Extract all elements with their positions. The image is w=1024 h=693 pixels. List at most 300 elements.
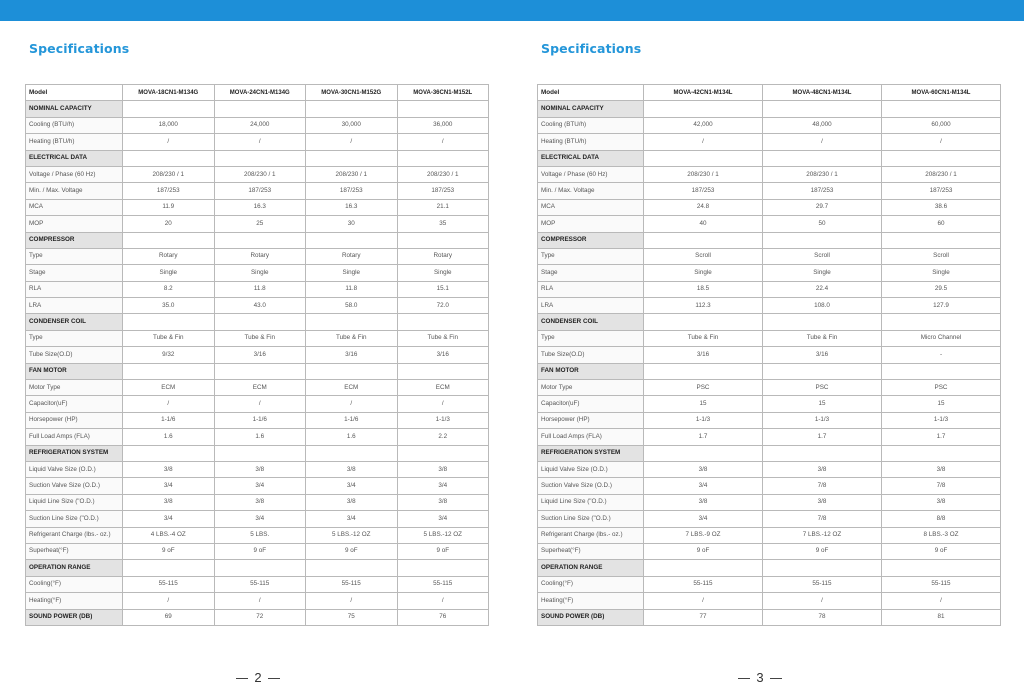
- table-row: [538, 593, 1001, 609]
- cell-value: Single: [882, 265, 1001, 281]
- cell-value: 4 LBS.-4 OZ: [123, 527, 215, 543]
- cell-value: 15.1: [397, 281, 489, 297]
- table-row: [538, 216, 1001, 232]
- empty-cell: [306, 560, 398, 576]
- cell-value: /: [397, 593, 489, 609]
- row-label: Superheat(°F): [538, 543, 644, 559]
- page-number-value: 2: [254, 670, 262, 685]
- table-row: [26, 330, 489, 346]
- row-label: Heating(°F): [26, 593, 123, 609]
- empty-cell: [644, 445, 763, 461]
- cell-value: /: [123, 134, 215, 150]
- empty-cell: [397, 560, 489, 576]
- top-banner: [0, 0, 1024, 21]
- table-row: [538, 511, 1001, 527]
- table-row: [538, 330, 1001, 346]
- table-row: [538, 166, 1001, 182]
- empty-cell: [763, 232, 882, 248]
- table-row: [538, 396, 1001, 412]
- empty-cell: [644, 232, 763, 248]
- row-label: Liquid Valve Size (O.D.): [538, 461, 644, 477]
- empty-cell: [763, 314, 882, 330]
- empty-cell: [882, 101, 1001, 117]
- row-label: RLA: [538, 281, 644, 297]
- row-label: Stage: [538, 265, 644, 281]
- table-row: [538, 380, 1001, 396]
- page-title: Specifications: [541, 41, 642, 56]
- page-right: [512, 21, 1024, 693]
- model-name: MOVA-48CN1-M134L: [763, 85, 882, 101]
- section-label: REFRIGERATION SYSTEM: [538, 445, 644, 461]
- section-row: [538, 150, 1001, 166]
- row-label: SOUND POWER (DB): [26, 609, 123, 625]
- table-row: [26, 396, 489, 412]
- table-row: [26, 265, 489, 281]
- cell-value: /: [644, 134, 763, 150]
- cell-value: 3/8: [644, 494, 763, 510]
- empty-cell: [123, 232, 215, 248]
- row-label: Cooling(°F): [26, 576, 123, 592]
- section-label: NOMINAL CAPACITY: [26, 101, 123, 117]
- row-label: Suction Line Size ("O.D.): [26, 511, 123, 527]
- cell-value: 3/8: [644, 461, 763, 477]
- cell-value: 187/253: [306, 183, 398, 199]
- model-label: Model: [538, 85, 644, 101]
- empty-cell: [763, 150, 882, 166]
- cell-value: 7/8: [882, 478, 1001, 494]
- cell-value: /: [644, 593, 763, 609]
- cell-value: 55-115: [214, 576, 306, 592]
- cell-value: 3/16: [397, 347, 489, 363]
- empty-cell: [123, 560, 215, 576]
- row-label: Min. / Max. Voltage: [26, 183, 123, 199]
- table-row: [26, 117, 489, 133]
- cell-value: Rotary: [123, 248, 215, 264]
- cell-value: 55-115: [306, 576, 398, 592]
- empty-cell: [123, 363, 215, 379]
- section-row: [26, 101, 489, 117]
- cell-value: 3/4: [644, 511, 763, 527]
- cell-value: Rotary: [306, 248, 398, 264]
- cell-value: 1.6: [214, 429, 306, 445]
- empty-cell: [306, 445, 398, 461]
- cell-value: 3/8: [397, 461, 489, 477]
- cell-value: 30: [306, 216, 398, 232]
- row-label: MOP: [26, 216, 123, 232]
- table-row: [538, 347, 1001, 363]
- row-label: Type: [26, 248, 123, 264]
- cell-value: 3/4: [306, 478, 398, 494]
- empty-cell: [644, 150, 763, 166]
- cell-value: 24,000: [214, 117, 306, 133]
- cell-value: ECM: [123, 380, 215, 396]
- table-row: [26, 380, 489, 396]
- row-label: LRA: [26, 298, 123, 314]
- row-label: Suction Valve Size (O.D.): [26, 478, 123, 494]
- table-row: [538, 134, 1001, 150]
- model-name: MOVA-30CN1-M152G: [306, 85, 398, 101]
- cell-value: 3/4: [123, 478, 215, 494]
- cell-value: 55-115: [644, 576, 763, 592]
- cell-value: /: [763, 593, 882, 609]
- row-label: Min. / Max. Voltage: [538, 183, 644, 199]
- cell-value: /: [306, 134, 398, 150]
- cell-value: 3/8: [397, 494, 489, 510]
- cell-value: 1.7: [882, 429, 1001, 445]
- cell-value: 9 oF: [882, 543, 1001, 559]
- section-row: [26, 445, 489, 461]
- page-number-value: 3: [756, 670, 764, 685]
- cell-value: 3/8: [214, 461, 306, 477]
- cell-value: 29.5: [882, 281, 1001, 297]
- row-label: Superheat(°F): [26, 543, 123, 559]
- cell-value: 108.0: [763, 298, 882, 314]
- table-row: [26, 216, 489, 232]
- spec-table: [25, 84, 489, 626]
- cell-value: Tube & Fin: [306, 330, 398, 346]
- cell-value: /: [882, 593, 1001, 609]
- table-row: [26, 576, 489, 592]
- empty-cell: [644, 363, 763, 379]
- section-label: FAN MOTOR: [538, 363, 644, 379]
- cell-value: 1.6: [123, 429, 215, 445]
- cell-value: 29.7: [763, 199, 882, 215]
- empty-cell: [123, 314, 215, 330]
- cell-value: 16.3: [214, 199, 306, 215]
- cell-value: Tube & Fin: [644, 330, 763, 346]
- model-name: MOVA-60CN1-M134L: [882, 85, 1001, 101]
- cell-value: 3/4: [397, 511, 489, 527]
- cell-value: 3/8: [123, 461, 215, 477]
- row-label: Motor Type: [538, 380, 644, 396]
- table-header-row: [538, 85, 1001, 101]
- cell-value: /: [306, 396, 398, 412]
- cell-value: PSC: [763, 380, 882, 396]
- empty-cell: [214, 314, 306, 330]
- empty-cell: [397, 101, 489, 117]
- table-row: [26, 429, 489, 445]
- cell-value: 40: [644, 216, 763, 232]
- cell-value: 42,000: [644, 117, 763, 133]
- empty-cell: [397, 232, 489, 248]
- cell-value: 11.9: [123, 199, 215, 215]
- cell-value: PSC: [644, 380, 763, 396]
- cell-value: 187/253: [214, 183, 306, 199]
- cell-value: 1-1/6: [306, 412, 398, 428]
- row-label: MOP: [538, 216, 644, 232]
- model-name: MOVA-24CN1-M134G: [214, 85, 306, 101]
- cell-value: 7 LBS.-12 OZ: [763, 527, 882, 543]
- cell-value: 72: [214, 609, 306, 625]
- cell-value: /: [214, 396, 306, 412]
- cell-value: /: [123, 593, 215, 609]
- cell-value: 187/253: [123, 183, 215, 199]
- cell-value: Tube & Fin: [123, 330, 215, 346]
- cell-value: 1-1/3: [644, 412, 763, 428]
- empty-cell: [123, 150, 215, 166]
- section-row: [26, 150, 489, 166]
- row-label: SOUND POWER (DB): [538, 609, 644, 625]
- cell-value: 3/4: [306, 511, 398, 527]
- cell-value: 55-115: [882, 576, 1001, 592]
- cell-value: 5 LBS.-12 OZ: [397, 527, 489, 543]
- cell-value: 75: [306, 609, 398, 625]
- row-label: Type: [26, 330, 123, 346]
- table-row: [538, 298, 1001, 314]
- row-label: Suction Line Size ("O.D.): [538, 511, 644, 527]
- row-label: Voltage / Phase (60 Hz): [26, 166, 123, 182]
- cell-value: 208/230 / 1: [644, 166, 763, 182]
- cell-value: 9 oF: [644, 543, 763, 559]
- cell-value: 3/8: [882, 461, 1001, 477]
- cell-value: 8 LBS.-3 OZ: [882, 527, 1001, 543]
- empty-cell: [306, 232, 398, 248]
- row-label: RLA: [26, 281, 123, 297]
- section-row: [538, 363, 1001, 379]
- cell-value: /: [306, 593, 398, 609]
- cell-value: 187/253: [763, 183, 882, 199]
- cell-value: Tube & Fin: [397, 330, 489, 346]
- empty-cell: [306, 101, 398, 117]
- section-label: COMPRESSOR: [26, 232, 123, 248]
- cell-value: 208/230 / 1: [882, 166, 1001, 182]
- cell-value: 11.8: [214, 281, 306, 297]
- cell-value: 187/253: [397, 183, 489, 199]
- row-label: Cooling (BTU/h): [538, 117, 644, 133]
- empty-cell: [214, 232, 306, 248]
- row-label: Capacitor(uF): [538, 396, 644, 412]
- row-label: Capacitor(uF): [26, 396, 123, 412]
- empty-cell: [763, 445, 882, 461]
- empty-cell: [214, 363, 306, 379]
- table-row: [538, 199, 1001, 215]
- cell-value: 9 oF: [123, 543, 215, 559]
- cell-value: -: [882, 347, 1001, 363]
- empty-cell: [882, 560, 1001, 576]
- section-row: [538, 314, 1001, 330]
- table-row: [538, 117, 1001, 133]
- cell-value: 55-115: [763, 576, 882, 592]
- section-label: OPERATION RANGE: [26, 560, 123, 576]
- section-row: [26, 314, 489, 330]
- cell-value: 3/8: [882, 494, 1001, 510]
- cell-value: 60,000: [882, 117, 1001, 133]
- table-row: [26, 543, 489, 559]
- cell-value: 35.0: [123, 298, 215, 314]
- cell-value: 7 LBS.-9 OZ: [644, 527, 763, 543]
- empty-cell: [214, 101, 306, 117]
- table-row: [26, 298, 489, 314]
- row-label: Horsepower (HP): [26, 412, 123, 428]
- cell-value: 9 oF: [763, 543, 882, 559]
- empty-cell: [644, 314, 763, 330]
- cell-value: 127.9: [882, 298, 1001, 314]
- cell-value: 25: [214, 216, 306, 232]
- cell-value: 9 oF: [214, 543, 306, 559]
- cell-value: 3/4: [214, 478, 306, 494]
- cell-value: 18,000: [123, 117, 215, 133]
- row-label: Type: [538, 248, 644, 264]
- cell-value: 55-115: [397, 576, 489, 592]
- empty-cell: [882, 445, 1001, 461]
- cell-value: 15: [644, 396, 763, 412]
- cell-value: /: [397, 134, 489, 150]
- table-row: [538, 478, 1001, 494]
- page-left: [0, 21, 512, 693]
- row-label: Tube Size(O.D): [26, 347, 123, 363]
- cell-value: 81: [882, 609, 1001, 625]
- table-row: [26, 134, 489, 150]
- row-label: MCA: [538, 199, 644, 215]
- cell-value: 72.0: [397, 298, 489, 314]
- cell-value: 3/16: [214, 347, 306, 363]
- cell-value: 76: [397, 609, 489, 625]
- cell-value: 11.8: [306, 281, 398, 297]
- cell-value: 8/8: [882, 511, 1001, 527]
- cell-value: 24.8: [644, 199, 763, 215]
- section-row: [538, 101, 1001, 117]
- cell-value: 7/8: [763, 511, 882, 527]
- cell-value: 5 LBS.: [214, 527, 306, 543]
- cell-value: 3/8: [123, 494, 215, 510]
- table-row: [26, 609, 489, 625]
- table-row: [538, 576, 1001, 592]
- table-row: [538, 281, 1001, 297]
- section-label: ELECTRICAL DATA: [538, 150, 644, 166]
- page-title: Specifications: [29, 41, 130, 56]
- section-row: [538, 560, 1001, 576]
- cell-value: 36,000: [397, 117, 489, 133]
- cell-value: 7/8: [763, 478, 882, 494]
- cell-value: Tube & Fin: [763, 330, 882, 346]
- section-row: [26, 363, 489, 379]
- cell-value: 3/16: [306, 347, 398, 363]
- empty-cell: [397, 314, 489, 330]
- cell-value: 3/4: [123, 511, 215, 527]
- table-row: [26, 199, 489, 215]
- page-number: [504, 670, 1016, 685]
- cell-value: 3/4: [214, 511, 306, 527]
- cell-value: Tube & Fin: [214, 330, 306, 346]
- section-label: OPERATION RANGE: [538, 560, 644, 576]
- cell-value: 3/4: [644, 478, 763, 494]
- cell-value: 9 oF: [306, 543, 398, 559]
- cell-value: /: [882, 134, 1001, 150]
- cell-value: 3/16: [763, 347, 882, 363]
- model-name: MOVA-42CN1-M134L: [644, 85, 763, 101]
- empty-cell: [882, 232, 1001, 248]
- empty-cell: [123, 101, 215, 117]
- table-row: [26, 593, 489, 609]
- cell-value: 3/16: [644, 347, 763, 363]
- table-row: [26, 347, 489, 363]
- cell-value: 1-1/6: [123, 412, 215, 428]
- cell-value: 35: [397, 216, 489, 232]
- cell-value: 18.5: [644, 281, 763, 297]
- cell-value: 2.2: [397, 429, 489, 445]
- cell-value: 20: [123, 216, 215, 232]
- row-label: Suction Valve Size (O.D.): [538, 478, 644, 494]
- cell-value: PSC: [882, 380, 1001, 396]
- row-label: Heating (BTU/h): [26, 134, 123, 150]
- section-label: NOMINAL CAPACITY: [538, 101, 644, 117]
- empty-cell: [306, 314, 398, 330]
- row-label: Type: [538, 330, 644, 346]
- empty-cell: [214, 445, 306, 461]
- cell-value: 77: [644, 609, 763, 625]
- table-header-row: [26, 85, 489, 101]
- cell-value: 48,000: [763, 117, 882, 133]
- cell-value: 1-1/6: [214, 412, 306, 428]
- empty-cell: [214, 560, 306, 576]
- cell-value: 208/230 / 1: [214, 166, 306, 182]
- cell-value: 187/253: [644, 183, 763, 199]
- cell-value: Single: [123, 265, 215, 281]
- cell-value: 208/230 / 1: [763, 166, 882, 182]
- table-row: [538, 543, 1001, 559]
- page-number: [2, 670, 514, 685]
- row-label: Refrigerant Charge (lbs.- oz.): [26, 527, 123, 543]
- empty-cell: [763, 101, 882, 117]
- cell-value: 3/4: [397, 478, 489, 494]
- cell-value: 22.4: [763, 281, 882, 297]
- cell-value: 30,000: [306, 117, 398, 133]
- cell-value: 8.2: [123, 281, 215, 297]
- cell-value: ECM: [214, 380, 306, 396]
- cell-value: Scroll: [644, 248, 763, 264]
- empty-cell: [882, 314, 1001, 330]
- empty-cell: [763, 560, 882, 576]
- cell-value: Rotary: [214, 248, 306, 264]
- cell-value: 5 LBS.-12 OZ: [306, 527, 398, 543]
- empty-cell: [397, 445, 489, 461]
- cell-value: /: [214, 134, 306, 150]
- row-label: Cooling(°F): [538, 576, 644, 592]
- cell-value: 3/8: [214, 494, 306, 510]
- row-label: Liquid Valve Size (O.D.): [26, 461, 123, 477]
- table-row: [26, 511, 489, 527]
- empty-cell: [123, 445, 215, 461]
- empty-cell: [882, 363, 1001, 379]
- model-label: Model: [26, 85, 123, 101]
- empty-cell: [644, 560, 763, 576]
- table-row: [26, 494, 489, 510]
- cell-value: 60: [882, 216, 1001, 232]
- cell-value: 3/8: [306, 494, 398, 510]
- cell-value: Single: [397, 265, 489, 281]
- empty-cell: [214, 150, 306, 166]
- cell-value: 1-1/3: [397, 412, 489, 428]
- table-row: [538, 494, 1001, 510]
- table-row: [538, 609, 1001, 625]
- section-label: CONDENSER COIL: [26, 314, 123, 330]
- cell-value: 58.0: [306, 298, 398, 314]
- model-name: MOVA-18CN1-M134G: [123, 85, 215, 101]
- cell-value: 1.7: [763, 429, 882, 445]
- model-name: MOVA-36CN1-M152L: [397, 85, 489, 101]
- row-label: Full Load Amps (FLA): [26, 429, 123, 445]
- table-row: [538, 265, 1001, 281]
- cell-value: Rotary: [397, 248, 489, 264]
- row-label: Heating (BTU/h): [538, 134, 644, 150]
- empty-cell: [306, 150, 398, 166]
- row-label: Voltage / Phase (60 Hz): [538, 166, 644, 182]
- cell-value: 187/253: [882, 183, 1001, 199]
- section-label: COMPRESSOR: [538, 232, 644, 248]
- table-row: [538, 429, 1001, 445]
- row-label: Heating(°F): [538, 593, 644, 609]
- section-row: [26, 232, 489, 248]
